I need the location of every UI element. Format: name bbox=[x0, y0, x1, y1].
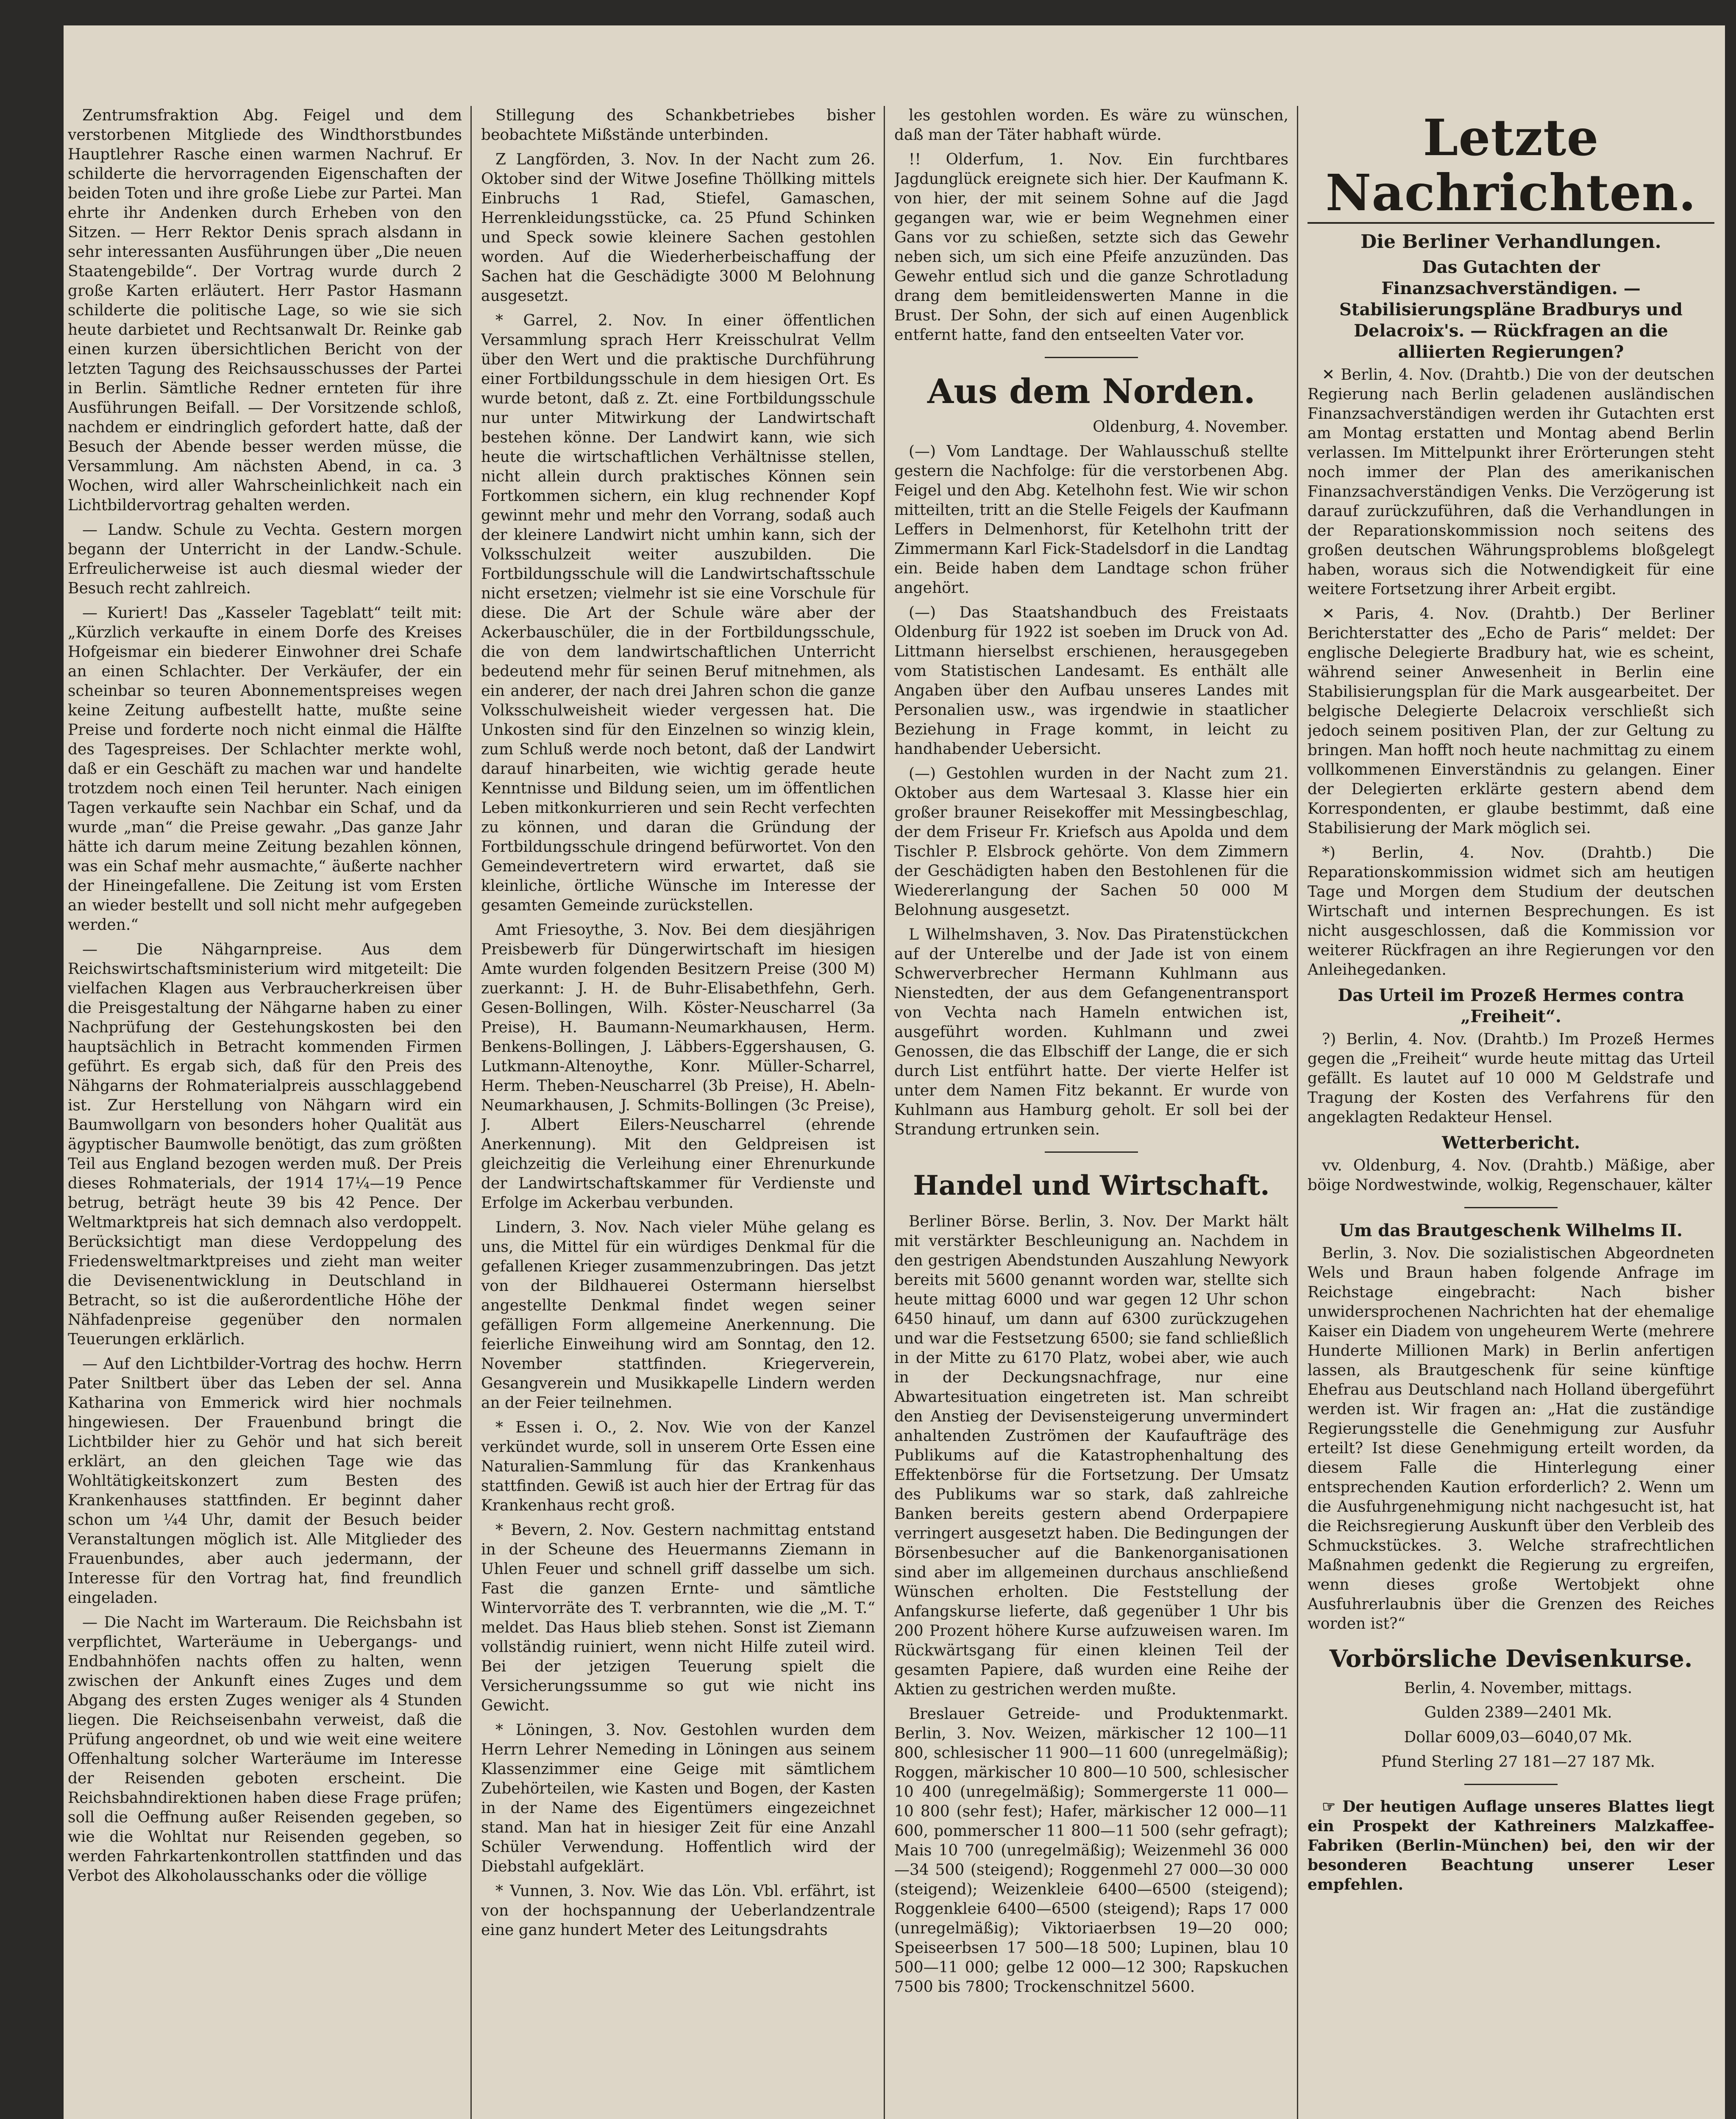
article-paragraph: Lindern, 3. Nov. Nach vieler Mühe gelang es uns, die Mittel für ein würdiges Denkmal für die gefallenen Krieger zusammenzubringen. Das jetzt von der Bildhauerei Ostermann hierselbst angestellte Denkmal findet wegen seiner gefälligen Form allgemeine Anerkennung. Die feierliche Einweihung wird am Sonntag, den 12. November stattfinden. Kriegerverein, Gesangverein und Musikkapelle Lindern werden an der Feier teilnehmen. bbox=[481, 1219, 875, 1412]
column-1 bbox=[68, 106, 462, 2119]
rate-line: Pfund Sterling 27 181—27 187 Mk. bbox=[1381, 1753, 1655, 1771]
article-paragraph: (—) Das Staatshandbuch des Freistaats Oldenburg für 1922 ist soeben im Druck von Ad. Littmann hierselbst erschienen, herausgegeben vom Statistischen Landesamt. Es enthält alle Angaben über den Aufbau unseres Landes mit Personalien usw., was irgendwie in staatlicher Beziehung in Frage kommt, in leicht zu handhabender Uebersicht. bbox=[894, 604, 1288, 758]
headline: Die Berliner Verhandlungen. bbox=[1360, 231, 1661, 253]
article-paragraph: Zentrumsfraktion Abg. Feigel und dem verstorbenen Mitgliede des Windthorstbundes Hauptlehrer Rasche einen warmen Nachruf. Er schilderte die hervorragenden Eigenschaften der beiden Toten und ihre große Liebe zur Partei. Man ehrte ihr Andenken durch Erheben von den Sitzen. — Herr Rektor Denis sprach alsdann in sehr interessanten Ausführungen über „Die neuen Staatengebilde“. Der Vortrag wurde durch 2 große Karten erläutert. Herr Pastor Hasmann schilderte die politische Lage, so wie sie sich heute darbietet und Rechtsanwalt Dr. Reinke gab einen kurzen übersichtlichen Bericht von der letzten Tagung des Reichsausschusses der Partei in Berlin. Sämtliche Redner ernteten für ihre Ausführungen Beifall. — Der Vorsitzende schloß, nachdem er eindringlich gefordert hatte, daß der Besuch der Abende besser werden müsse, die Versammlung. Am nächsten Abend, in ca. 3 Wochen, wird aller Wahrscheinlichkeit nach ein Lichtbildervortrag gehalten werden. bbox=[68, 107, 462, 514]
headline: Um das Brautgeschenk Wilhelms II. bbox=[1339, 1221, 1683, 1240]
section-title-devisen: Vorbörsliche Devisenkurse. bbox=[1329, 1645, 1693, 1673]
article-paragraph: * Löningen, 3. Nov. Gestohlen wurden dem Herrn Lehrer Nemeding in Löningen aus seinem Klassenzimmer eine Geige mit sämtlichem Zubehörteilen, wie Kasten und Bogen, der Kasten in der Name des Eigentümers eingezeichnet stand. Man hat in hiesiger Zeit für eine Anzahl Schüler Verwendung. Hoffentlich wird der Diebstahl aufgeklärt. bbox=[481, 1721, 875, 1875]
headline: Wetterbericht. bbox=[1441, 1133, 1580, 1153]
article-paragraph: Stillegung des Schankbetriebes bisher beobachtete Mißstände unterbinden. bbox=[481, 107, 875, 144]
article-paragraph: Amt Friesoythe, 3. Nov. Bei dem diesjährigen Preisbewerb für Düngerwirtschaft im hiesigen Amte wurden folgenden Besitzern Preise (300 M) zuerkannt: J. H. de Buhr-Elisabethfehn, Gerh. Gesen-Bollingen, Wilh. Köster-Neuscharrel (3a Preise), H. Baumann-Neumarkhausen, Herm. Benkens-Bollingen, J. Läbbers-Eggershausen, G. Lutkmann-Altenoythe, Konr. Müller-Scharrel, Herm. Theben-Neuscharrel (3b Preise), H. Abeln-Neumarkhausen, J. Schmits-Bollingen (3c Preise), J. Albert Eilers-Neuscharrel (ehrende Anerkennung). Mit den Geldpreisen ist gleichzeitig die Verleihung einer Ehrenurkunde der Landwirtschaftskammer für Verdienste und Erfolge im Ackerbau verbunden. bbox=[481, 921, 875, 1212]
column-4 bbox=[1308, 106, 1714, 2119]
article-paragraph: vv. Oldenburg, 4. Nov. (Drahtb.) Mäßige, aber böige Nordwestwinde, wolkig, Regenschauer, kälter bbox=[1308, 1157, 1714, 1194]
article-paragraph: * Garrel, 2. Nov. In einer öffentlichen Versammlung sprach Herr Kreisschulrat Vellm über den Wert und die praktische Durchführung einer Fortbildungsschule in dem hiesigen Ort. Es wurde betont, daß z. Zt. eine Fortbildungsschule nur unter Mitwirkung der Landwirtschaft bestehen könne. Der Landwirt kann, wie sich heute die wirtschaftlichen Verhältnisse stellen, nicht allein durch praktisches Können sein Fortkommen sichern, ein klug rechnender Kopf gewinnt mehr und mehr den Vorrang, sodaß auch der kleinere Landwirt nicht umhin kann, sich der Volksschulzeit weiter auszubilden. Die Fortbildungsschule will die Landwirtschaftsschule nicht ersetzen; vielmehr ist sie eine Vorschule für diese. Die Art der Schule wäre aber der Ackerbauschüler, die in der Fortbildungsschule, die von dem landwirtschaftlichen Unterricht bedeutend mehr für seinen Beruf mitnehmen, als ein anderer, der nach drei Jahren schon die ganze Volksschulweisheit wieder vergessen hat. Die Unkosten sind für den Einzelnen so winzig klein, zum Schluß werde noch betont, daß der Landwirt darauf hinarbeiten, wie wichtig gerade heute Kenntnisse und Bildung seien, um im öffentlichen Leben mitkonkurrieren und sein Recht verfechten zu können, und daran die Gründung der Fortbildungsschule dringend befürwortet. Von den Gemeindevertretern wird erwartet, daß sie kleinliche, örtliche Wünsche im Interesse der gesamten Gemeinde zurückstellen. bbox=[481, 312, 875, 914]
subheadline: Das Gutachten der Finanzsachverständigen. — Stabilisierungspläne Bradburys und Delacroix's. — Rückfragen an die alliierten Regierungen? bbox=[1339, 257, 1683, 362]
news-columns bbox=[64, 106, 1725, 2119]
separator bbox=[1045, 1151, 1138, 1153]
article-paragraph: ?) Berlin, 4. Nov. (Drahtb.) Im Prozeß Hermes gegen die „Freiheit“ wurde heute mittag das Urteil gefällt. Es lautet auf 10 000 M Geldstrafe und Tragung der Kosten des Verfahrens für den angeklagten Redakteur Hensel. bbox=[1308, 1031, 1714, 1126]
article-paragraph: * Bevern, 2. Nov. Gestern nachmittag entstand in der Scheune des Heuermanns Ziemann in Uhlen Feuer und schnell griff dasselbe um sich. Fast die ganzen Ernte- und sämtliche Wintervorräte des T. verbrannten, wie die „M. T.“ meldet. Das Haus blieb stehen. Sonst ist Ziemann vollständig ruiniert, wenn nicht Hilfe zuteil wird. Bei der jetzigen Teuerung spielt die Versicherungssumme so gut wie nicht ins Gewicht. bbox=[481, 1521, 875, 1714]
section-title-north: Aus dem Norden. bbox=[927, 371, 1255, 411]
article-paragraph: — Landw. Schule zu Vechta. Gestern morgen begann der Unterricht in der Landw.-Schule. Erfreulicherweise ist auch diesmal wieder der Besuch recht zahlreich. bbox=[68, 521, 462, 597]
article-paragraph: — Die Nacht im Warteraum. Die Reichsbahn ist verpflichtet, Warteräume in Uebergangs- und Endbahnhöfen nachts offen zu halten, wenn zwischen der Ankunft eines Zuges und dem Abgang des ersten Zuges weniger als 4 Stunden liegen. Die Reichseisenbahn verweist, daß die Prüfung angeordnet, ob und wie weit eine weitere Offenhaltung solcher Warteräume im Interesse der Reisenden geboten erscheint. Die Reichsbahndirektionen haben diese Frage prüfen; soll die Oeffnung außer Reisenden gegeben, so wie die Wohltat nur Reisenden gegeben, so werden Fahrkartenkontrollen stattfinden und das Verbot des Alkoholausschanks oder die völlige bbox=[68, 1614, 462, 1885]
column-divider bbox=[884, 106, 885, 2119]
separator bbox=[1464, 1207, 1558, 1208]
column-2 bbox=[481, 106, 875, 2119]
rate-line: Gulden 2389—2401 Mk. bbox=[1424, 1704, 1612, 1721]
article-paragraph: * Essen i. O., 2. Nov. Wie von der Kanzel verkündet wurde, soll in unserem Orte Essen eine Naturalien-Sammlung für das Krankenhaus stattfinden. Gewiß ist auch hier der Ertrag für das Krankenhaus recht groß. bbox=[481, 1419, 875, 1514]
article-paragraph: *) Berlin, 4. Nov. (Drahtb.) Die Reparationskommission widmet sich am heutigen Tage und Morgen dem Studium der deutschen Wirtschaft und internen Besprechungen. Es ist nicht ausgeschlossen, daß die Kommission vor weiterer Rückfragen an ihre Regierungen vor den Anleihegedanken. bbox=[1308, 844, 1714, 979]
article-paragraph: Berliner Börse. Berlin, 3. Nov. Der Markt hält mit verstärkter Beschleunigung an. Nachdem in den gestrigen Abendstunden Auszahlung Newyork bereits mit 5600 genannt worden war, stellte sich heute mittag 6000 und war gegen 12 Uhr schon 6450 hinauf, um dann auf 6300 zurückzugehen und war die Festsetzung 6500; sie fand schließlich in der Mitte zu 6170 Platz, wobei aber, wie auch in der Deckungsnachfrage, nur eine Abwartesituation eingetreten ist. Man schreibt den Anstieg der Devisensteigerung unvermindert anhaltenden Zuströmen der Kaufaufträge des Publikums auf die Katastrophenhaltung des Effektenbörse für die Fortsetzung. Der Umsatz des Publikums war so stark, daß zahlreiche Banken bereits gestern abend Orderpapiere verringert ausgesetzt haben. Die Bedingungen der Börsenbesucher auf die Bankenorganisationen sind aber im allgemeinen durchaus anschließend Wünschen erholten. Die Feststellung der Anfangskurse lieferte, daß gegenüber 1 Uhr bis 200 Prozent höhere Kurse aufzuweisen waren. Im Rückwärtsgang für einen kleinen Teil der gesamten Papiere, daß wurden eine Reihe der Aktien zu gestrichen werden mußte. bbox=[894, 1213, 1288, 1698]
article-paragraph: Breslauer Getreide- und Produktenmarkt. Berlin, 3. Nov. Weizen, märkischer 12 100—11 800, schlesischer 11 900—11 600 (unregelmäßig); Roggen, märkischer 10 800—10 500, schlesischer 10 400 (unregelmäßig); Sommergerste 11 000—10 800 (sehr fest); Hafer, märkischer 12 000—11 600, pommerscher 11 800—11 500 (sehr gefragt); Mais 10 700 (unregelmäßig); Weizenmehl 36 000—34 500 (steigend); Roggenmehl 27 000—30 000 (steigend); Weizenkleie 6400—6500 (steigend); Roggenkleie 6400—6500 (steigend); Raps 17 000 (unregelmäßig); Viktoriaerbsen 19—20 000; Speiseerbsen 17 500—18 500; Lupinen, blau 10 500—11 000; gelbe 12 000—12 300; Rapskuchen 7500 bis 7800; Trockenschnitzel 5600. bbox=[894, 1705, 1288, 1996]
article-paragraph: * Vunnen, 3. Nov. Wie das Lön. Vbl. erfährt, ist von der hochspannung der Ueberlandzentrale eine ganz hundert Meter des Leitungsdrahts bbox=[481, 1883, 875, 1939]
article-paragraph: L Wilhelmshaven, 3. Nov. Das Piratenstückchen auf der Unterelbe und der Jade ist von einem Schwerverbrecher Hermann Kuhlmann aus Nienstedten, der aus dem Gefangenentransport von Vechta nach Hameln entwichen ist, ausgeführt worden. Kuhlmann und zwei Genossen, die das Elbschiff der Lange, die er sich durch List entführt hatte. Der vierte Helfer ist unter dem Namen Fitz bekannt. Er wurde von Kuhlmann aus Hamburg geholt. Er soll bei der Strandung ertrunken sein. bbox=[894, 926, 1288, 1138]
separator bbox=[1464, 1784, 1558, 1785]
article-paragraph: — Die Nähgarnpreise. Aus dem Reichswirtschaftsministerium wird mitgeteilt: Die vielfachen Klagen aus Verbraucherkreisen über die Preisgestaltung der Nähgarne haben zu einer Nachprüfung der Gestehungskosten bei den hauptsächlich in Betracht kommenden Firmen geführt. Es ergab sich, daß für den Preis des Nähgarns der Rohmaterialpreis ausschlaggebend ist. Zur Herstellung von Nähgarn wird ein Baumwollgarn von besonders hoher Qualität aus ägyptischer Baumwolle benötigt, das zum größten Teil aus England bezogen werden muß. Der Preis dieses Rohmaterials, der 1914 17¼—19 Pence betrug, beträgt heute 39 bis 42 Pence. Der Weltmarktpreis hat sich demnach also verdoppelt. Berücksichtigt man diese Verdoppelung des Friedensweltmarktpreises und zieht man weiter die Devisenentwicklung in Deutschland in Betracht, so ist die außerordentliche Höhe der Nähfadenpreise gegenüber den normalen Teuerungen erklärlich. bbox=[68, 941, 462, 1348]
dateline: Berlin, 4. November, mittags. bbox=[1404, 1680, 1633, 1697]
article-paragraph: — Auf den Lichtbilder-Vortrag des hochw. Herrn Pater Sniltbert über das Leben der sel. Anna Katharina von Emmerick wird hier nochmals hingewiesen. Der Frauenbund bringt die Lichtbilder hier zu Gehör und hat sich bereit erklärt, an den gleichen Tage wie das Wohltätigkeitskonzert zum Besten des Krankenhauses stattfinden. Er beginnt daher schon um ¼4 Uhr, damit der Besuch beider Veranstaltungen möglich ist. Alle Mitglieder des Frauenbundes, aber auch jedermann, der Interesse für den Vortrag hat, find freundlich eingeladen. bbox=[68, 1355, 462, 1607]
article-paragraph: les gestohlen worden. Es wäre zu wünschen, daß man der Täter habhaft würde. bbox=[894, 107, 1288, 144]
supplement-notice: ☞ Der heutigen Auflage unseres Blattes liegt ein Prospekt der Kathreiners Malzkaffee-Fabriken (Berlin-München) bei, den wir der besonderen Beachtung unserer Leser empfehlen. bbox=[1308, 1798, 1714, 1894]
column-3 bbox=[894, 106, 1288, 2119]
column-divider bbox=[1297, 106, 1298, 2119]
headline: Das Urteil im Prozeß Hermes contra „Freiheit“. bbox=[1338, 985, 1684, 1026]
section-title-trade: Handel und Wirtschaft. bbox=[913, 1170, 1270, 1201]
article-paragraph: — Kuriert! Das „Kasseler Tageblatt“ teilt mit: „Kürzlich verkaufte in einem Dorfe des Kreises Hofgeismar ein biederer Einwohner drei Schafe an einen Schlachter. Der Verkäufer, der ein scheinbar so teuren Abonnementspreises wegen keine Zeitung aufbestellt hatte, mußte seine Preise und forderte noch nicht einmal die Hälfte des Tagespreises. Der Schlachter merkte wohl, daß er ein Geschäft zu machen war und handelte trotzdem noch einen Teil herunter. Nach einigen Tagen verkaufte sein Nachbar ein Schaf, und da wurde „man“ die Preise gewahr. „Das ganze Jahr hätte ich darum meine Zeitung bezahlen können, was ein Schaf mehr ausmachte,“ äußerte nachher der Hineingefallene. Die Zeitung ist vom Ersten an wieder bestellt und soll nicht mehr aufgegeben werden.“ bbox=[68, 604, 462, 934]
separator bbox=[1045, 357, 1138, 358]
article-paragraph: (—) Gestohlen wurden in der Nacht zum 21. Oktober aus dem Wartesaal 3. Klasse hier ein großer brauner Reisekoffer mit Messingbeschlag, der dem Friseur Fr. Kriefsch aus Apolda und dem Tischler P. Elsbrock gehörte. Von dem Zimmern der Geschädigten haben den Bestohlenen für die Wiedererlangung der Sachen 50 000 M Belohnung ausgesetzt. bbox=[894, 765, 1288, 919]
dateline: Oldenburg, 4. November. bbox=[1093, 418, 1288, 436]
newspaper-page bbox=[64, 25, 1725, 2119]
column-divider bbox=[470, 106, 472, 2119]
article-paragraph: (—) Vom Landtage. Der Wahlausschuß stellte gestern die Nachfolge: für die verstorbenen Abg. Feigel und den Abg. Ketelhohn fest. Wie wir schon mitteilten, tritt an die Stelle Feigels der Kaufmann Leffers in Delmenhorst, für Ketelhohn tritt der Zimmermann Karl Fick-Stadelsdorf in die Landtag ein. Beide haben dem Landtage schon früher angehört. bbox=[894, 443, 1288, 597]
section-title-latest: Letzte Nachrichten. bbox=[1325, 108, 1697, 222]
title-rule bbox=[1308, 222, 1714, 224]
rate-line: Dollar 6009,03—6040,07 Mk. bbox=[1404, 1729, 1633, 1746]
article-paragraph: Berlin, 3. Nov. Die sozialistischen Abgeordneten Wels und Braun haben folgende Anfrage im Reichstage eingebracht: Nach bisher unwidersprochenen Nachrichten hat der ehemalige Kaiser ein Diadem von ungeheurem Werte (mehrere Hunderte Millionen Mark) in Berlin anfertigen lassen, als Brautgeschenk für seine künftige Ehefrau aus Deutschland nach Holland übergeführt werden ist. Wir fragen an: „Hat die zuständige Regierungsstelle die Genehmigung zur Ausfuhr erteilt? Ist diese Genehmigung erteilt worden, da diesem Falle die Hinterlegung einer entsprechenden Kaution erforderlich? 2. Wenn um die Ausfuhrgenehmigung nicht nachgesucht ist, hat die Reichsregierung Auskunft über den Verbleib des Schmuckstückes. 3. Welche strafrechtlichen Maßnahmen gedenkt die Regierung zu ergreifen, wenn dieses große Wertobjekt ohne Ausfuhrerlaubnis über die Grenzen des Reiches worden ist?“ bbox=[1308, 1245, 1714, 1632]
article-paragraph: ✕ Berlin, 4. Nov. (Drahtb.) Die von der deutschen Regierung nach Berlin geladenen ausländischen Finanzsachverständigen werden ihr Gutachten erst am Montag erstatten und Montag abend Berlin verlassen. Im Mittelpunkt ihrer Erörterungen steht noch immer der Plan des amerikanischen Finanzsachverständigen Venks. Die Verzögerung ist darauf zurückzuführen, daß die Verhandlungen in der Reparationskommission noch seitens des großen deutschen Währungsproblems bloßgelegt haben, woraus sich die Notwendigkeit für eine weitere Fortsetzung ihrer Arbeit ergibt. bbox=[1308, 366, 1714, 598]
article-paragraph: ✕ Paris, 4. Nov. (Drahtb.) Der Berliner Berichterstatter des „Echo de Paris“ meldet: Der englische Delegierte Bradbury hat, wie es scheint, während seiner Anwesenheit in Berlin eine Stabilisierungsplan für die Mark ausgearbeitet. Der belgische Delegierte Delacroix verschließt sich jedoch seinem positiven Plan, der zur Geltung zu bringen. Man hofft noch heute nachmittag zu einem vollkommenen Einverständnis zu gelangen. Einer der Delegierten erklärte gestern abend dem Korrespondenten, er glaube bestimmt, daß eine Stabilisierung der Mark möglich sei. bbox=[1308, 605, 1714, 837]
article-paragraph: !! Olderfum, 1. Nov. Ein furchtbares Jagdunglück ereignete sich hier. Der Kaufmann K. von hier, der mit seinem Sohne auf die Jagd gegangen war, wie er beim Wegnehmen einer Gans vor zu schießen, setzte sich das Gewehr neben sich, um sich eine Pfeife anzuzünden. Das Gewehr entlud sich und die ganze Schrotladung drang dem bemitleidenswerten Manne in die Brust. Der Sohn, der sich auf einen Augenblick entfernt hatte, fand den entseelten Vater vor. bbox=[894, 151, 1288, 344]
article-paragraph: Z Langförden, 3. Nov. In der Nacht zum 26. Oktober sind der Witwe Josefine Thöllking mittels Einbruchs 1 Rad, Stiefel, Gamaschen, Herrenkleidungsstücke, ca. 25 Pfund Schinken und Speck sowie kleinere Sachen gestohlen worden. Auf die Wiederherbeischaffung der Sachen hat die Geschädigte 3000 M Belohnung ausgesetzt. bbox=[481, 151, 875, 305]
